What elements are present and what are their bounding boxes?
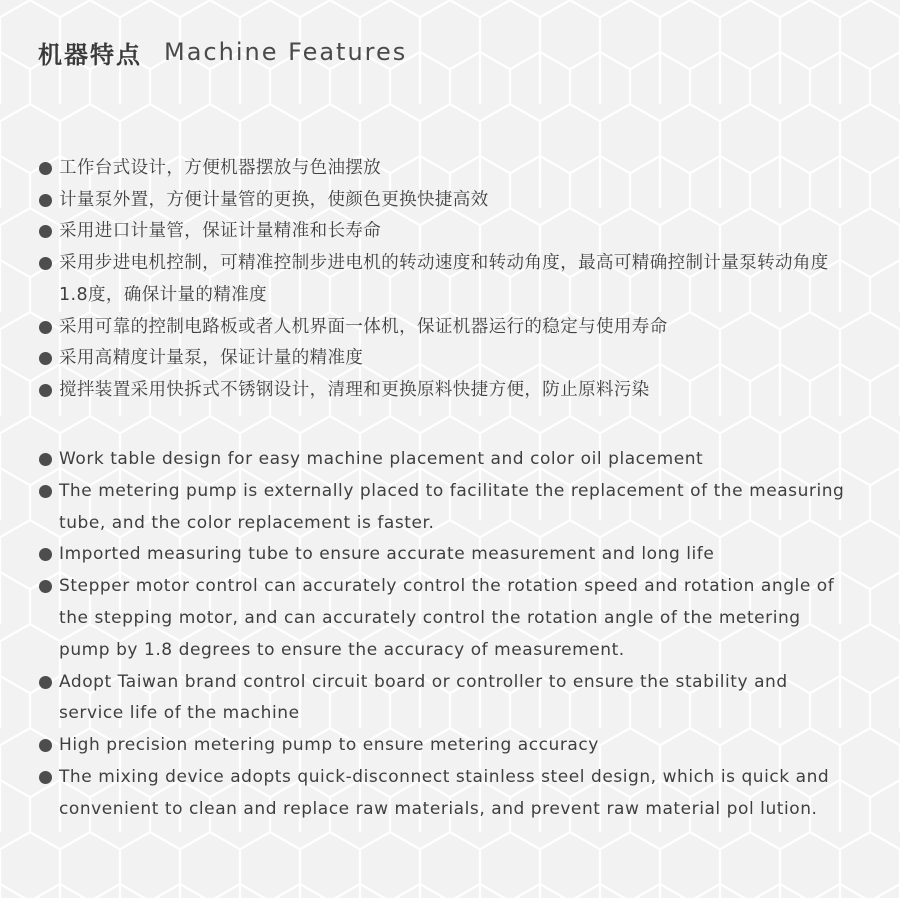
feature-text: Adopt Taiwan brand control circuit board or controller to ensure the stability and service life of the machine xyxy=(59,671,788,724)
bullet-icon xyxy=(39,453,52,466)
feature-text: 采用可靠的控制电路板或者人机界面一体机，保证机器运行的稳定与使用寿命 xyxy=(59,316,668,337)
list-item xyxy=(38,216,848,248)
feature-text: The metering pump is externally placed to facilitate the replacement of the measuring tube, and the color replacement is faster. xyxy=(59,480,845,533)
title-chinese: 机器特点 xyxy=(38,40,142,69)
bullet-icon xyxy=(39,321,52,334)
feature-text: 工作台式设计，方便机器摆放与色油摆放 xyxy=(59,158,382,178)
list-item xyxy=(38,667,848,731)
feature-text: High precision metering pump to ensure metering accuracy xyxy=(59,735,599,756)
bullet-icon xyxy=(39,225,52,238)
list-item xyxy=(38,343,848,375)
bullet-icon xyxy=(39,162,52,175)
list-item xyxy=(38,476,848,540)
list-item xyxy=(38,571,848,666)
feature-text: 搅拌装置采用快拆式不锈钢设计，清理和更换原料快捷方便，防止原料污染 xyxy=(59,379,650,400)
list-item xyxy=(38,185,848,217)
bullet-icon xyxy=(39,485,52,498)
list-item xyxy=(38,312,848,344)
bullet-icon xyxy=(39,548,52,561)
list-item xyxy=(38,153,848,185)
features-list-chinese xyxy=(38,153,848,407)
title-english: Machine Features xyxy=(164,38,408,66)
list-item xyxy=(38,248,848,311)
feature-text: 采用高精度计量泵，保证计量的精准度 xyxy=(59,348,364,369)
feature-text: 计量泵外置，方便计量管的更换，使颜色更换快捷高效 xyxy=(59,189,489,210)
feature-text: Imported measuring tube to ensure accurate measurement and long life xyxy=(59,544,715,565)
feature-text: 采用步进电机控制，可精准控制步进电机的转动速度和转动角度，最高可精确控制计量泵转动角度1.8度，确保计量的精准度 xyxy=(59,253,829,305)
feature-text: Stepper motor control can accurately control the rotation speed and rotation angle of the stepping motor, and can accurately control the rotation angle of the metering pump by 1.8 degrees to ensure the accuracy of measurement. xyxy=(59,576,835,660)
bullet-icon xyxy=(39,771,52,784)
feature-text: Work table design for easy machine placement and color oil placement xyxy=(59,449,704,469)
list-item xyxy=(38,762,848,826)
feature-text: 采用进口计量管，保证计量精准和长寿命 xyxy=(59,221,382,242)
feature-text: The mixing device adopts quick-disconnect stainless steel design, which is quick and convenient to clean and replace raw materials, and prevent raw material pol lution. xyxy=(59,766,830,819)
features-list-english xyxy=(38,444,848,826)
bullet-icon xyxy=(39,194,52,207)
bullet-icon xyxy=(39,384,52,397)
bullet-icon xyxy=(39,676,52,689)
bullet-icon xyxy=(39,257,52,270)
list-item xyxy=(38,444,848,476)
section-title xyxy=(38,30,407,74)
list-item xyxy=(38,539,848,571)
list-item xyxy=(38,375,848,407)
bullet-icon xyxy=(39,352,52,365)
bullet-icon xyxy=(39,739,52,752)
list-item xyxy=(38,730,848,762)
bullet-icon xyxy=(39,580,52,593)
